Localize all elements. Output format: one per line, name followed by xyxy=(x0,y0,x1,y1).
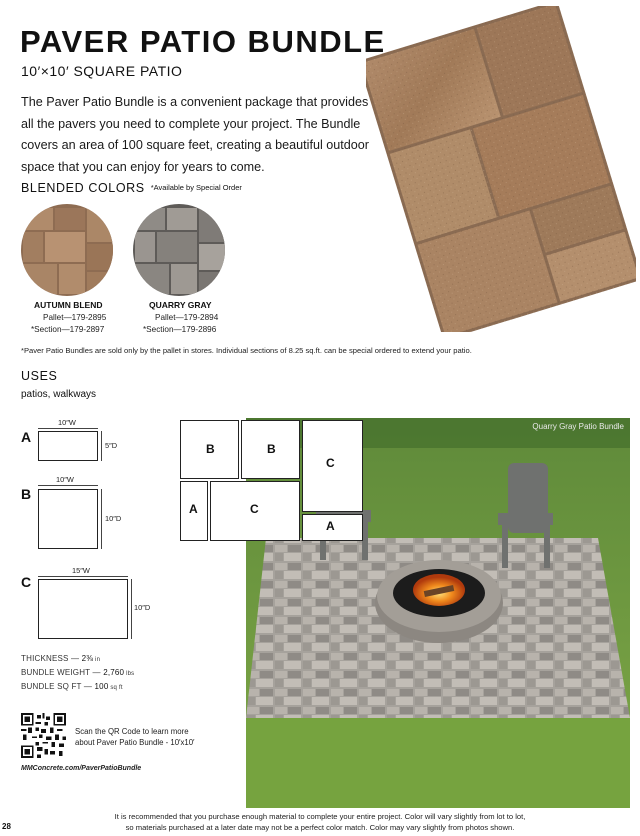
paver-a-letter: A xyxy=(21,429,32,445)
uses-heading: USES xyxy=(21,369,58,383)
autumn-blend-section: *Section—179-2897 xyxy=(31,325,105,334)
paver-a-width-line xyxy=(38,428,98,429)
paver-c-letter: C xyxy=(21,574,32,590)
paver-a-width: 10″W xyxy=(58,418,76,427)
layout-label-b1: B xyxy=(206,442,215,456)
weight-label: BUNDLE WEIGHT — xyxy=(21,668,104,677)
autumn-blend-paver-image xyxy=(366,6,636,332)
paver-c-diagram xyxy=(38,579,128,639)
page-number: 28 xyxy=(2,822,11,831)
sqft-unit: sq ft xyxy=(108,685,123,691)
quarry-gray-name: QUARRY GRAY xyxy=(149,300,212,310)
paver-c-depth-line xyxy=(131,579,132,639)
weight-value: 2,760 xyxy=(103,668,125,677)
autumn-blend-name: AUTUMN BLEND xyxy=(34,300,103,310)
paver-b-width: 10″W xyxy=(56,475,74,484)
paver-b-width-line xyxy=(38,485,98,486)
layout-label-a1: A xyxy=(189,502,198,516)
paver-b-depth-line xyxy=(101,489,102,549)
blended-colors-label: BLENDED COLORS xyxy=(21,181,145,195)
paver-b-diagram xyxy=(38,489,98,549)
weight-unit: lbs xyxy=(124,671,135,677)
paver-b-depth: 10″D xyxy=(105,514,122,523)
thickness-unit: in xyxy=(93,657,101,663)
photo-caption: Quarry Gray Patio Bundle xyxy=(532,422,624,431)
special-order-note: *Available by Special Order xyxy=(150,183,242,192)
paver-a-depth: 5″D xyxy=(105,441,118,450)
spec-sqft xyxy=(21,682,123,691)
qr-code-icon[interactable] xyxy=(21,713,66,758)
thickness-value: 2⅜ xyxy=(81,654,94,663)
qr-text-line2: about Paver Patio Bundle - 10′x10′ xyxy=(75,738,195,747)
layout-label-a2: A xyxy=(326,519,335,533)
paver-a-depth-line xyxy=(101,431,102,461)
paver-c-width-line xyxy=(38,576,128,577)
paver-b-letter: B xyxy=(21,486,32,502)
patio-layout-diagram xyxy=(178,418,366,544)
quarry-gray-section: *Section—179-2896 xyxy=(143,325,217,334)
thickness-label: THICKNESS — xyxy=(21,654,82,663)
pallet-footnote: *Paver Patio Bundles are sold only by the pallet in stores. Individual sections of 8.25 sq.ft. can be special ordered to extend your patio. xyxy=(21,346,472,355)
sqft-label: BUNDLE SQ FT — xyxy=(21,682,95,691)
quarry-gray-swatch xyxy=(133,204,225,296)
paver-c-depth: 10″D xyxy=(134,603,151,612)
intro-paragraph: The Paver Patio Bundle is a convenient package that provides all the pavers you need to complete your project. The Bundle covers an area of 100 square feet, creating a beautiful outdoor space that you can enjoy for years to come. xyxy=(21,95,369,174)
page-subtitle: 10′×10′ SQUARE PATIO xyxy=(21,63,183,79)
uses-text: patios, walkways xyxy=(21,389,97,400)
footer-disclaimer xyxy=(0,812,640,833)
disclaimer-line2: so materials purchased at a later date may not be a perfect color match. Color may vary slightly from photos shown. xyxy=(125,822,515,832)
product-url[interactable]: MMConcrete.com/PaverPatioBundle xyxy=(21,765,142,772)
qr-instructions xyxy=(75,726,195,748)
blended-colors-heading xyxy=(21,181,242,195)
qr-text-line1: Scan the QR Code to learn more xyxy=(75,727,189,736)
disclaimer-line1: It is recommended that you purchase enough material to complete your entire project. Color will vary slightly from lot to lot, xyxy=(114,812,526,821)
quarry-gray-pallet: Pallet—179-2894 xyxy=(155,313,219,322)
layout-label-b2: B xyxy=(267,442,276,456)
paver-c-width: 15″W xyxy=(72,566,90,575)
paver-a-diagram xyxy=(38,431,98,461)
layout-label-c1: C xyxy=(326,456,335,470)
layout-label-c2: C xyxy=(250,502,259,516)
spec-weight xyxy=(21,668,134,677)
autumn-blend-pallet: Pallet—179-2895 xyxy=(43,313,107,322)
sqft-value: 100 xyxy=(94,682,109,691)
autumn-blend-swatch xyxy=(21,204,113,296)
spec-thickness xyxy=(21,654,100,663)
page-title: PAVER PATIO BUNDLE xyxy=(20,24,386,59)
